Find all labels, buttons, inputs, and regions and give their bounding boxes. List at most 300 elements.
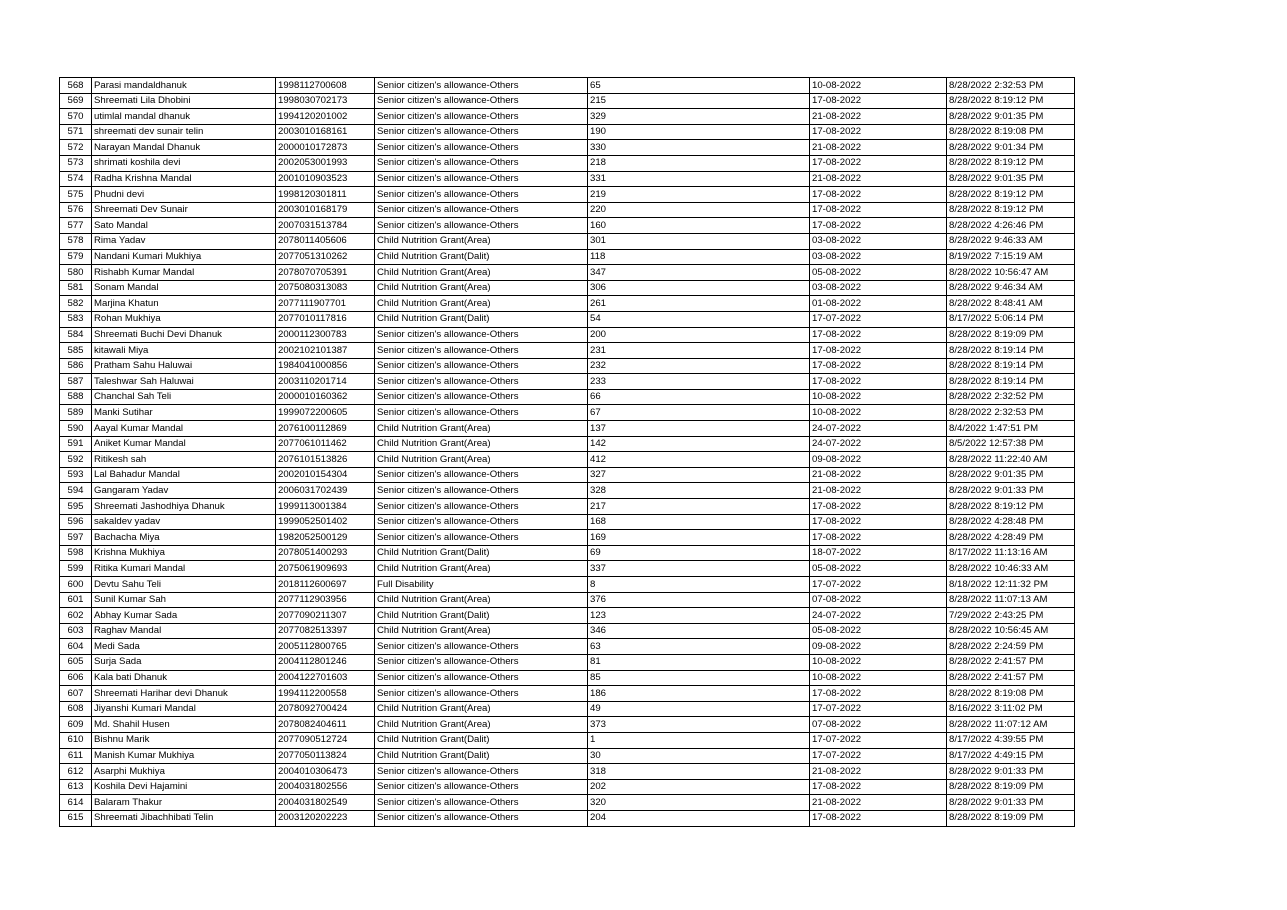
- timestamp-cell: 8/28/2022 10:56:45 AM: [947, 623, 1075, 639]
- serial-number-cell: 576: [60, 202, 92, 218]
- number-cell: 301: [588, 233, 810, 249]
- id-number-cell: 2004122701603: [276, 670, 375, 686]
- timestamp-cell: 8/28/2022 8:19:14 PM: [947, 374, 1075, 390]
- number-cell: 219: [588, 187, 810, 203]
- date-cell: 17-07-2022: [810, 748, 947, 764]
- name-cell: shrimati koshila devi: [92, 155, 276, 171]
- number-cell: 412: [588, 452, 810, 468]
- name-cell: Abhay Kumar Sada: [92, 608, 276, 624]
- date-cell: 17-07-2022: [810, 311, 947, 327]
- serial-number-cell: 580: [60, 265, 92, 281]
- serial-number-cell: 579: [60, 249, 92, 265]
- date-cell: 03-08-2022: [810, 233, 947, 249]
- program-cell: Senior citizen's allowance-Others: [375, 171, 588, 187]
- timestamp-cell: 8/16/2022 3:11:02 PM: [947, 701, 1075, 717]
- table-row: [60, 577, 1075, 593]
- table-row: [60, 187, 1075, 203]
- program-cell: Senior citizen's allowance-Others: [375, 202, 588, 218]
- number-cell: 232: [588, 358, 810, 374]
- program-cell: Senior citizen's allowance-Others: [375, 327, 588, 343]
- id-number-cell: 2077082513397: [276, 623, 375, 639]
- name-cell: Aniket Kumar Mandal: [92, 436, 276, 452]
- table-row: [60, 810, 1075, 826]
- id-number-cell: 2076100112869: [276, 421, 375, 437]
- program-cell: Senior citizen's allowance-Others: [375, 140, 588, 156]
- table-row: [60, 701, 1075, 717]
- table-row: [60, 78, 1075, 94]
- table-row: [60, 202, 1075, 218]
- id-number-cell: 2077111907701: [276, 296, 375, 312]
- date-cell: 09-08-2022: [810, 452, 947, 468]
- number-cell: 346: [588, 623, 810, 639]
- id-number-cell: 2004010306473: [276, 764, 375, 780]
- timestamp-cell: 8/28/2022 4:28:48 PM: [947, 514, 1075, 530]
- name-cell: Manish Kumar Mukhiya: [92, 748, 276, 764]
- date-cell: 21-08-2022: [810, 140, 947, 156]
- date-cell: 17-08-2022: [810, 499, 947, 515]
- program-cell: Child Nutrition Grant(Area): [375, 701, 588, 717]
- number-cell: 65: [588, 78, 810, 94]
- program-cell: Senior citizen's allowance-Others: [375, 187, 588, 203]
- serial-number-cell: 570: [60, 109, 92, 125]
- serial-number-cell: 588: [60, 389, 92, 405]
- program-cell: Child Nutrition Grant(Dalit): [375, 748, 588, 764]
- program-cell: Senior citizen's allowance-Others: [375, 218, 588, 234]
- program-cell: Senior citizen's allowance-Others: [375, 795, 588, 811]
- date-cell: 17-08-2022: [810, 810, 947, 826]
- program-cell: Senior citizen's allowance-Others: [375, 374, 588, 390]
- serial-number-cell: 572: [60, 140, 92, 156]
- date-cell: 05-08-2022: [810, 265, 947, 281]
- id-number-cell: 2077112903956: [276, 592, 375, 608]
- timestamp-cell: 8/28/2022 2:41:57 PM: [947, 654, 1075, 670]
- timestamp-cell: 8/4/2022 1:47:51 PM: [947, 421, 1075, 437]
- date-cell: 05-08-2022: [810, 623, 947, 639]
- program-cell: Child Nutrition Grant(Area): [375, 233, 588, 249]
- serial-number-cell: 573: [60, 155, 92, 171]
- name-cell: Shreemati Jashodhiya Dhanuk: [92, 499, 276, 515]
- name-cell: Devtu Sahu Teli: [92, 577, 276, 593]
- serial-number-cell: 608: [60, 701, 92, 717]
- id-number-cell: 2006031702439: [276, 483, 375, 499]
- table-row: [60, 654, 1075, 670]
- program-cell: Senior citizen's allowance-Others: [375, 155, 588, 171]
- date-cell: 24-07-2022: [810, 436, 947, 452]
- name-cell: Shreemati Buchi Devi Dhanuk: [92, 327, 276, 343]
- number-cell: 376: [588, 592, 810, 608]
- id-number-cell: 2004031802556: [276, 779, 375, 795]
- serial-number-cell: 615: [60, 810, 92, 826]
- number-cell: 233: [588, 374, 810, 390]
- name-cell: Taleshwar Sah Haluwai: [92, 374, 276, 390]
- date-cell: 17-08-2022: [810, 124, 947, 140]
- timestamp-cell: 8/28/2022 9:01:35 PM: [947, 109, 1075, 125]
- table-row: [60, 124, 1075, 140]
- table-row: [60, 405, 1075, 421]
- serial-number-cell: 592: [60, 452, 92, 468]
- number-cell: 85: [588, 670, 810, 686]
- id-number-cell: 2000010172873: [276, 140, 375, 156]
- number-cell: 202: [588, 779, 810, 795]
- id-number-cell: 2077051310262: [276, 249, 375, 265]
- serial-number-cell: 601: [60, 592, 92, 608]
- date-cell: 01-08-2022: [810, 296, 947, 312]
- table-row: [60, 732, 1075, 748]
- number-cell: 49: [588, 701, 810, 717]
- program-cell: Child Nutrition Grant(Dalit): [375, 545, 588, 561]
- date-cell: 17-08-2022: [810, 93, 947, 109]
- name-cell: Lal Bahadur Mandal: [92, 467, 276, 483]
- program-cell: Child Nutrition Grant(Dalit): [375, 311, 588, 327]
- table-row: [60, 639, 1075, 655]
- table-row: [60, 218, 1075, 234]
- date-cell: 03-08-2022: [810, 280, 947, 296]
- table-row: [60, 795, 1075, 811]
- date-cell: 17-08-2022: [810, 358, 947, 374]
- timestamp-cell: 8/28/2022 10:56:47 AM: [947, 265, 1075, 281]
- timestamp-cell: 8/18/2022 12:11:32 PM: [947, 577, 1075, 593]
- table-row: [60, 452, 1075, 468]
- timestamp-cell: 8/28/2022 8:19:12 PM: [947, 499, 1075, 515]
- timestamp-cell: 8/28/2022 8:19:08 PM: [947, 686, 1075, 702]
- table-row: [60, 374, 1075, 390]
- table-row: [60, 499, 1075, 515]
- number-cell: 327: [588, 467, 810, 483]
- id-number-cell: 2075080313083: [276, 280, 375, 296]
- date-cell: 17-08-2022: [810, 202, 947, 218]
- program-cell: Senior citizen's allowance-Others: [375, 93, 588, 109]
- number-cell: 218: [588, 155, 810, 171]
- number-cell: 306: [588, 280, 810, 296]
- id-number-cell: 2002102101387: [276, 343, 375, 359]
- serial-number-cell: 613: [60, 779, 92, 795]
- id-number-cell: 2078070705391: [276, 265, 375, 281]
- table-row: [60, 779, 1075, 795]
- serial-number-cell: 585: [60, 343, 92, 359]
- date-cell: 03-08-2022: [810, 249, 947, 265]
- number-cell: 190: [588, 124, 810, 140]
- timestamp-cell: 8/28/2022 8:19:12 PM: [947, 187, 1075, 203]
- timestamp-cell: 8/28/2022 2:32:53 PM: [947, 78, 1075, 94]
- number-cell: 160: [588, 218, 810, 234]
- number-cell: 231: [588, 343, 810, 359]
- table-row: [60, 436, 1075, 452]
- name-cell: Kala bati Dhanuk: [92, 670, 276, 686]
- serial-number-cell: 606: [60, 670, 92, 686]
- timestamp-cell: 8/28/2022 8:19:09 PM: [947, 810, 1075, 826]
- name-cell: Radha Krishna Mandal: [92, 171, 276, 187]
- serial-number-cell: 575: [60, 187, 92, 203]
- id-number-cell: 2003120202223: [276, 810, 375, 826]
- date-cell: 17-08-2022: [810, 327, 947, 343]
- serial-number-cell: 578: [60, 233, 92, 249]
- id-number-cell: 2078082404611: [276, 717, 375, 733]
- name-cell: Krishna Mukhiya: [92, 545, 276, 561]
- program-cell: Senior citizen's allowance-Others: [375, 514, 588, 530]
- date-cell: 24-07-2022: [810, 421, 947, 437]
- name-cell: Medi Sada: [92, 639, 276, 655]
- name-cell: Surja Sada: [92, 654, 276, 670]
- date-cell: 21-08-2022: [810, 171, 947, 187]
- timestamp-cell: 8/28/2022 8:19:12 PM: [947, 155, 1075, 171]
- serial-number-cell: 612: [60, 764, 92, 780]
- name-cell: Marjina Khatun: [92, 296, 276, 312]
- table-row: [60, 421, 1075, 437]
- date-cell: 17-07-2022: [810, 577, 947, 593]
- serial-number-cell: 581: [60, 280, 92, 296]
- name-cell: Shreemati Jibachhibati Telin: [92, 810, 276, 826]
- date-cell: 10-08-2022: [810, 654, 947, 670]
- serial-number-cell: 568: [60, 78, 92, 94]
- number-cell: 320: [588, 795, 810, 811]
- number-cell: 81: [588, 654, 810, 670]
- timestamp-cell: 8/17/2022 4:49:15 PM: [947, 748, 1075, 764]
- program-cell: Senior citizen's allowance-Others: [375, 670, 588, 686]
- number-cell: 63: [588, 639, 810, 655]
- table-row: [60, 233, 1075, 249]
- serial-number-cell: 583: [60, 311, 92, 327]
- number-cell: 142: [588, 436, 810, 452]
- name-cell: Sonam Mandal: [92, 280, 276, 296]
- program-cell: Senior citizen's allowance-Others: [375, 810, 588, 826]
- table-row: [60, 93, 1075, 109]
- program-cell: Senior citizen's allowance-Others: [375, 483, 588, 499]
- timestamp-cell: 8/28/2022 11:07:12 AM: [947, 717, 1075, 733]
- name-cell: Asarphi Mukhiya: [92, 764, 276, 780]
- id-number-cell: 1998120301811: [276, 187, 375, 203]
- timestamp-cell: 8/28/2022 8:19:09 PM: [947, 779, 1075, 795]
- date-cell: 21-08-2022: [810, 483, 947, 499]
- program-cell: Senior citizen's allowance-Others: [375, 686, 588, 702]
- number-cell: 168: [588, 514, 810, 530]
- date-cell: 17-08-2022: [810, 374, 947, 390]
- program-cell: Child Nutrition Grant(Area): [375, 265, 588, 281]
- id-number-cell: 2004031802549: [276, 795, 375, 811]
- id-number-cell: 2001010903523: [276, 171, 375, 187]
- timestamp-cell: 8/28/2022 2:32:53 PM: [947, 405, 1075, 421]
- date-cell: 21-08-2022: [810, 795, 947, 811]
- table-row: [60, 296, 1075, 312]
- name-cell: Phudni devi: [92, 187, 276, 203]
- timestamp-cell: 8/28/2022 4:28:49 PM: [947, 530, 1075, 546]
- id-number-cell: 1998112700608: [276, 78, 375, 94]
- name-cell: Bachacha Miya: [92, 530, 276, 546]
- name-cell: Manki Sutihar: [92, 405, 276, 421]
- timestamp-cell: 8/28/2022 11:22:40 AM: [947, 452, 1075, 468]
- program-cell: Child Nutrition Grant(Area): [375, 561, 588, 577]
- table-row: [60, 280, 1075, 296]
- table-row: [60, 140, 1075, 156]
- date-cell: 17-08-2022: [810, 686, 947, 702]
- date-cell: 17-08-2022: [810, 779, 947, 795]
- id-number-cell: 1999113001384: [276, 499, 375, 515]
- table-row: [60, 717, 1075, 733]
- name-cell: Ritika Kumari Mandal: [92, 561, 276, 577]
- date-cell: 18-07-2022: [810, 545, 947, 561]
- id-number-cell: 2007031513784: [276, 218, 375, 234]
- id-number-cell: 2003010168179: [276, 202, 375, 218]
- id-number-cell: 2075061909693: [276, 561, 375, 577]
- name-cell: Narayan Mandal Dhanuk: [92, 140, 276, 156]
- id-number-cell: 1994120201002: [276, 109, 375, 125]
- table-row: [60, 358, 1075, 374]
- number-cell: 347: [588, 265, 810, 281]
- timestamp-cell: 8/17/2022 11:13:16 AM: [947, 545, 1075, 561]
- serial-number-cell: 597: [60, 530, 92, 546]
- id-number-cell: 1984041000856: [276, 358, 375, 374]
- table-row: [60, 764, 1075, 780]
- serial-number-cell: 569: [60, 93, 92, 109]
- table-row: [60, 592, 1075, 608]
- program-cell: Senior citizen's allowance-Others: [375, 358, 588, 374]
- id-number-cell: 1982052500129: [276, 530, 375, 546]
- number-cell: 328: [588, 483, 810, 499]
- timestamp-cell: 8/28/2022 9:01:33 PM: [947, 764, 1075, 780]
- serial-number-cell: 590: [60, 421, 92, 437]
- serial-number-cell: 605: [60, 654, 92, 670]
- timestamp-cell: 8/17/2022 5:06:14 PM: [947, 311, 1075, 327]
- name-cell: Shreemati Lila Dhobini: [92, 93, 276, 109]
- table-row: [60, 265, 1075, 281]
- serial-number-cell: 603: [60, 623, 92, 639]
- program-cell: Child Nutrition Grant(Area): [375, 421, 588, 437]
- program-cell: Senior citizen's allowance-Others: [375, 405, 588, 421]
- program-cell: Child Nutrition Grant(Area): [375, 452, 588, 468]
- id-number-cell: 1999072200605: [276, 405, 375, 421]
- program-cell: Senior citizen's allowance-Others: [375, 109, 588, 125]
- program-cell: Senior citizen's allowance-Others: [375, 654, 588, 670]
- timestamp-cell: 8/28/2022 2:32:52 PM: [947, 389, 1075, 405]
- number-cell: 118: [588, 249, 810, 265]
- id-number-cell: 2077050113824: [276, 748, 375, 764]
- name-cell: Shreemati Harihar devi Dhanuk: [92, 686, 276, 702]
- serial-number-cell: 582: [60, 296, 92, 312]
- name-cell: sakaldev yadav: [92, 514, 276, 530]
- program-cell: Child Nutrition Grant(Area): [375, 436, 588, 452]
- id-number-cell: 2002010154304: [276, 467, 375, 483]
- name-cell: Chanchal Sah Teli: [92, 389, 276, 405]
- table-row: [60, 670, 1075, 686]
- date-cell: 21-08-2022: [810, 467, 947, 483]
- date-cell: 09-08-2022: [810, 639, 947, 655]
- number-cell: 215: [588, 93, 810, 109]
- number-cell: 169: [588, 530, 810, 546]
- name-cell: Raghav Mandal: [92, 623, 276, 639]
- program-cell: Senior citizen's allowance-Others: [375, 389, 588, 405]
- table-body: [60, 78, 1075, 827]
- timestamp-cell: 8/5/2022 12:57:38 PM: [947, 436, 1075, 452]
- timestamp-cell: 8/28/2022 8:19:12 PM: [947, 93, 1075, 109]
- serial-number-cell: 593: [60, 467, 92, 483]
- table-row: [60, 483, 1075, 499]
- program-cell: Child Nutrition Grant(Area): [375, 717, 588, 733]
- number-cell: 330: [588, 140, 810, 156]
- program-cell: Child Nutrition Grant(Dalit): [375, 249, 588, 265]
- name-cell: Bishnu Marik: [92, 732, 276, 748]
- number-cell: 204: [588, 810, 810, 826]
- table-row: [60, 171, 1075, 187]
- timestamp-cell: 8/17/2022 4:39:55 PM: [947, 732, 1075, 748]
- table-row: [60, 343, 1075, 359]
- timestamp-cell: 8/28/2022 8:19:14 PM: [947, 358, 1075, 374]
- date-cell: 17-08-2022: [810, 514, 947, 530]
- timestamp-cell: 8/28/2022 8:19:09 PM: [947, 327, 1075, 343]
- table-row: [60, 623, 1075, 639]
- id-number-cell: 2076101513826: [276, 452, 375, 468]
- serial-number-cell: 595: [60, 499, 92, 515]
- timestamp-cell: 8/28/2022 8:48:41 AM: [947, 296, 1075, 312]
- name-cell: Nandani Kumari Mukhiya: [92, 249, 276, 265]
- name-cell: Md. Shahil Husen: [92, 717, 276, 733]
- serial-number-cell: 577: [60, 218, 92, 234]
- id-number-cell: 2077090512724: [276, 732, 375, 748]
- date-cell: 10-08-2022: [810, 670, 947, 686]
- program-cell: Full Disability: [375, 577, 588, 593]
- program-cell: Child Nutrition Grant(Area): [375, 296, 588, 312]
- serial-number-cell: 614: [60, 795, 92, 811]
- program-cell: Child Nutrition Grant(Dalit): [375, 608, 588, 624]
- program-cell: Senior citizen's allowance-Others: [375, 499, 588, 515]
- serial-number-cell: 594: [60, 483, 92, 499]
- program-cell: Senior citizen's allowance-Others: [375, 779, 588, 795]
- serial-number-cell: 591: [60, 436, 92, 452]
- date-cell: 17-08-2022: [810, 155, 947, 171]
- serial-number-cell: 599: [60, 561, 92, 577]
- name-cell: Shreemati Dev Sunair: [92, 202, 276, 218]
- id-number-cell: 2000112300783: [276, 327, 375, 343]
- date-cell: 17-08-2022: [810, 218, 947, 234]
- number-cell: 123: [588, 608, 810, 624]
- document-sheet: [59, 77, 1074, 827]
- program-cell: Senior citizen's allowance-Others: [375, 343, 588, 359]
- number-cell: 137: [588, 421, 810, 437]
- date-cell: 07-08-2022: [810, 592, 947, 608]
- date-cell: 17-07-2022: [810, 732, 947, 748]
- id-number-cell: 2002053001993: [276, 155, 375, 171]
- program-cell: Senior citizen's allowance-Others: [375, 530, 588, 546]
- number-cell: 69: [588, 545, 810, 561]
- timestamp-cell: 7/29/2022 2:43:25 PM: [947, 608, 1075, 624]
- program-cell: Child Nutrition Grant(Area): [375, 592, 588, 608]
- name-cell: Sunil Kumar Sah: [92, 592, 276, 608]
- serial-number-cell: 611: [60, 748, 92, 764]
- number-cell: 30: [588, 748, 810, 764]
- timestamp-cell: 8/28/2022 11:07:13 AM: [947, 592, 1075, 608]
- serial-number-cell: 607: [60, 686, 92, 702]
- name-cell: kitawali Miya: [92, 343, 276, 359]
- number-cell: 318: [588, 764, 810, 780]
- serial-number-cell: 596: [60, 514, 92, 530]
- date-cell: 24-07-2022: [810, 608, 947, 624]
- id-number-cell: 2078011405606: [276, 233, 375, 249]
- number-cell: 66: [588, 389, 810, 405]
- number-cell: 337: [588, 561, 810, 577]
- timestamp-cell: 8/28/2022 9:01:35 PM: [947, 171, 1075, 187]
- name-cell: Rima Yadav: [92, 233, 276, 249]
- timestamp-cell: 8/28/2022 2:24:59 PM: [947, 639, 1075, 655]
- name-cell: Rohan Mukhiya: [92, 311, 276, 327]
- serial-number-cell: 609: [60, 717, 92, 733]
- serial-number-cell: 600: [60, 577, 92, 593]
- id-number-cell: 2077010117816: [276, 311, 375, 327]
- serial-number-cell: 589: [60, 405, 92, 421]
- name-cell: Aayal Kumar Mandal: [92, 421, 276, 437]
- timestamp-cell: 8/28/2022 4:26:46 PM: [947, 218, 1075, 234]
- timestamp-cell: 8/28/2022 9:01:33 PM: [947, 795, 1075, 811]
- id-number-cell: 2078051400293: [276, 545, 375, 561]
- serial-number-cell: 610: [60, 732, 92, 748]
- table-row: [60, 530, 1075, 546]
